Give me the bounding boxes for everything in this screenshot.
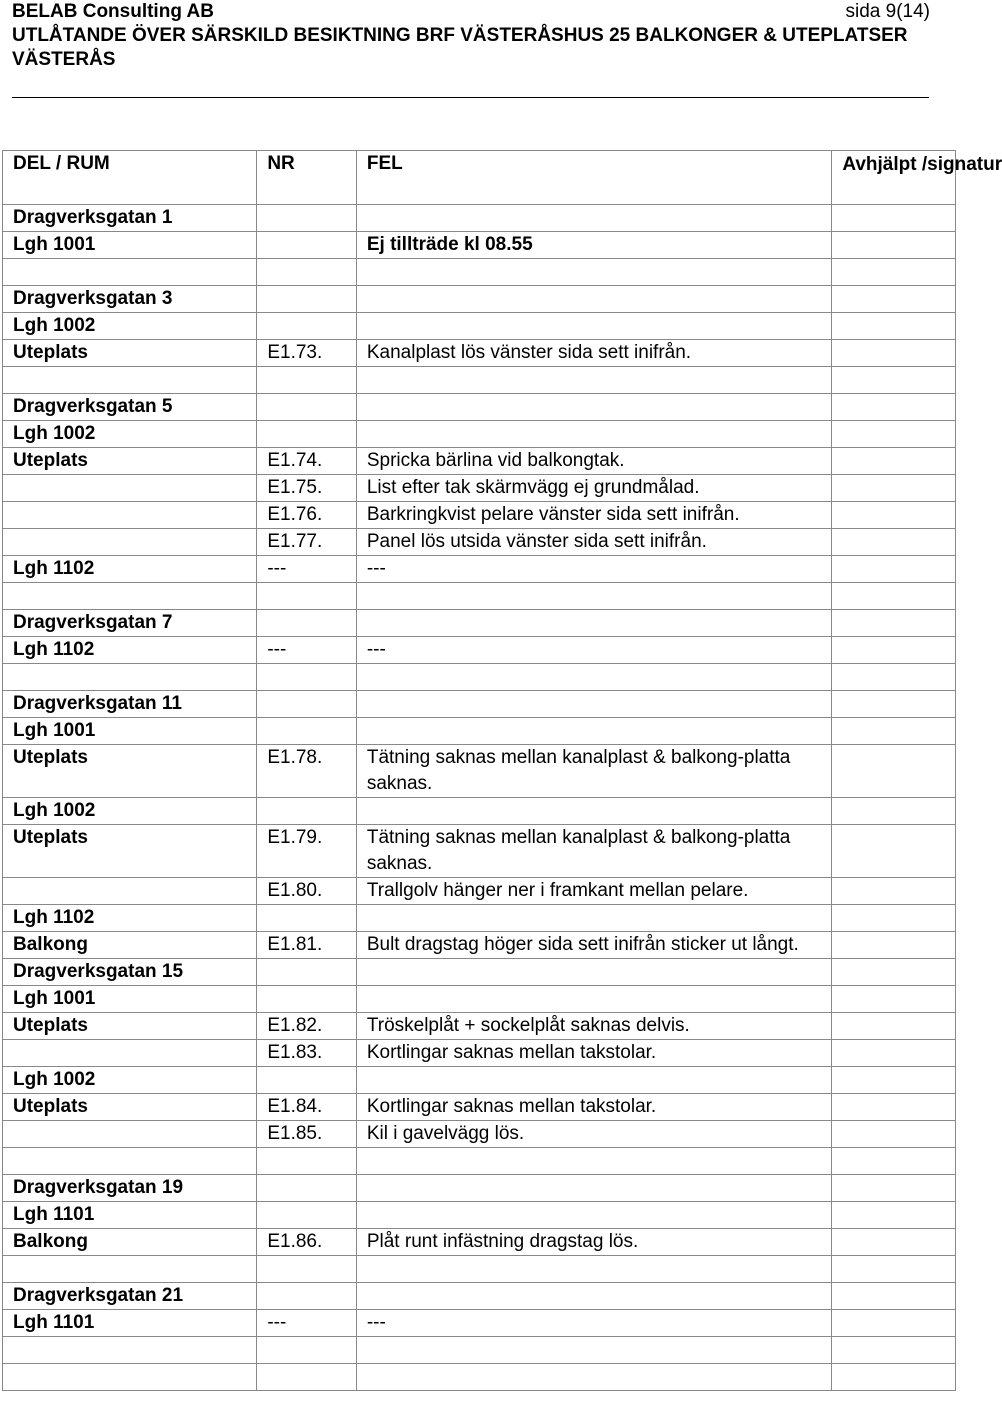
column-header-fel: FEL: [356, 151, 831, 205]
cell-avhjalpt: [832, 367, 956, 394]
table-row: [3, 1310, 956, 1337]
cell-fel: ---: [356, 637, 831, 664]
cell-fel: Kortlingar saknas mellan takstolar.: [356, 1040, 831, 1067]
cell-fel: [356, 664, 831, 691]
cell-fel: [356, 959, 831, 986]
cell-avhjalpt: [832, 1094, 956, 1121]
cell-avhjalpt: [832, 1175, 956, 1202]
defect-table: [2, 150, 1002, 1391]
cell-del-rum: Dragverksgatan 3: [3, 286, 257, 313]
cell-nr: [257, 691, 357, 718]
cell-nr: [257, 1364, 357, 1391]
cell-avhjalpt: [832, 1337, 956, 1364]
table-row: [3, 502, 956, 529]
cell-del-rum: Dragverksgatan 1: [3, 205, 257, 232]
cell-fel: [356, 1337, 831, 1364]
cell-del-rum: Dragverksgatan 7: [3, 610, 257, 637]
cell-del-rum: [3, 583, 257, 610]
cell-avhjalpt: [832, 394, 956, 421]
page-number: sida 9(14): [845, 1, 930, 22]
cell-del-rum: Lgh 1002: [3, 421, 257, 448]
table-row: [3, 1175, 956, 1202]
cell-avhjalpt: [832, 448, 956, 475]
cell-del-rum: Uteplats: [3, 1013, 257, 1040]
cell-nr: ---: [257, 1310, 357, 1337]
table-row: [3, 583, 956, 610]
cell-del-rum: Uteplats: [3, 1094, 257, 1121]
cell-nr: [257, 367, 357, 394]
cell-fel: Barkringkvist pelare vänster sida sett inifrån.: [356, 502, 831, 529]
cell-avhjalpt: [832, 340, 956, 367]
cell-avhjalpt: [832, 421, 956, 448]
cell-nr: ---: [257, 556, 357, 583]
cell-del-rum: [3, 475, 257, 502]
cell-del-rum: Uteplats: [3, 745, 257, 798]
cell-nr: [257, 1175, 357, 1202]
table-row: [3, 1202, 956, 1229]
cell-nr: [257, 205, 357, 232]
cell-avhjalpt: [832, 1148, 956, 1175]
cell-nr: E1.82.: [257, 1013, 357, 1040]
cell-avhjalpt: [832, 502, 956, 529]
cell-nr: [257, 286, 357, 313]
table-row: [3, 718, 956, 745]
cell-del-rum: [3, 367, 257, 394]
column-header-del-rum: DEL / RUM: [3, 151, 257, 205]
table-row: [3, 905, 956, 932]
cell-nr: [257, 313, 357, 340]
cell-nr: [257, 986, 357, 1013]
table-row: [3, 637, 956, 664]
table-row: [3, 394, 956, 421]
report-title: UTLÅTANDE ÖVER SÄRSKILD BESIKTNING BRF VÄSTERÅSHUS 25 BALKONGER & UTEPLATSER VÄSTERÅS: [12, 25, 908, 70]
cell-fel: [356, 1364, 831, 1391]
cell-nr: [257, 1148, 357, 1175]
table-row: [3, 340, 956, 367]
table-row: [3, 556, 956, 583]
cell-fel: Kil i gavelvägg lös.: [356, 1121, 831, 1148]
cell-del-rum: Lgh 1102: [3, 905, 257, 932]
table-row: [3, 1094, 956, 1121]
cell-nr: [257, 421, 357, 448]
cell-nr: [257, 1067, 357, 1094]
cell-fel: [356, 583, 831, 610]
table-row: [3, 959, 956, 986]
cell-nr: [257, 798, 357, 825]
cell-del-rum: Dragverksgatan 11: [3, 691, 257, 718]
cell-del-rum: Uteplats: [3, 340, 257, 367]
cell-avhjalpt: [832, 232, 956, 259]
cell-del-rum: [3, 1364, 257, 1391]
cell-fel: List efter tak skärmvägg ej grundmålad.: [356, 475, 831, 502]
cell-avhjalpt: [832, 475, 956, 502]
cell-avhjalpt: [832, 1067, 956, 1094]
cell-avhjalpt: [832, 878, 956, 905]
table-row: [3, 986, 956, 1013]
cell-avhjalpt: [832, 905, 956, 932]
table-row: [3, 286, 956, 313]
cell-fel: [356, 718, 831, 745]
cell-fel: Bult dragstag höger sida sett inifrån sticker ut långt.: [356, 932, 831, 959]
table-row: [3, 932, 956, 959]
cell-avhjalpt: [832, 1121, 956, 1148]
cell-avhjalpt: [832, 259, 956, 286]
cell-nr: E1.75.: [257, 475, 357, 502]
table-row: [3, 367, 956, 394]
cell-avhjalpt: [832, 1229, 956, 1256]
cell-nr: [257, 583, 357, 610]
cell-nr: E1.77.: [257, 529, 357, 556]
cell-nr: [257, 1256, 357, 1283]
cell-fel: Ej tillträde kl 08.55: [356, 232, 831, 259]
cell-avhjalpt: [832, 932, 956, 959]
cell-del-rum: Lgh 1101: [3, 1310, 257, 1337]
table-row: [3, 1067, 956, 1094]
table-row: [3, 259, 956, 286]
table-row: [3, 1121, 956, 1148]
cell-fel: Trallgolv hänger ner i framkant mellan pelare.: [356, 878, 831, 905]
table-row: [3, 745, 956, 798]
cell-del-rum: Lgh 1101: [3, 1202, 257, 1229]
cell-avhjalpt: [832, 610, 956, 637]
cell-nr: E1.84.: [257, 1094, 357, 1121]
cell-avhjalpt: [832, 1283, 956, 1310]
cell-del-rum: [3, 1040, 257, 1067]
cell-avhjalpt: [832, 664, 956, 691]
cell-del-rum: [3, 1337, 257, 1364]
cell-del-rum: Dragverksgatan 5: [3, 394, 257, 421]
table-row: [3, 448, 956, 475]
table-row: [3, 1148, 956, 1175]
cell-fel: ---: [356, 556, 831, 583]
cell-del-rum: [3, 502, 257, 529]
table-row: [3, 1364, 956, 1391]
cell-fel: [356, 691, 831, 718]
cell-nr: [257, 610, 357, 637]
cell-del-rum: Dragverksgatan 21: [3, 1283, 257, 1310]
table-row: [3, 878, 956, 905]
table-row: [3, 313, 956, 340]
cell-del-rum: Lgh 1102: [3, 637, 257, 664]
cell-nr: E1.85.: [257, 1121, 357, 1148]
cell-nr: [257, 1202, 357, 1229]
cell-del-rum: Lgh 1001: [3, 718, 257, 745]
cell-del-rum: [3, 1121, 257, 1148]
cell-fel: [356, 421, 831, 448]
table-row: [3, 205, 956, 232]
cell-nr: [257, 1283, 357, 1310]
cell-fel: [356, 286, 831, 313]
cell-del-rum: Lgh 1001: [3, 232, 257, 259]
cell-fel: Tätning saknas mellan kanalplast & balkong-platta saknas.: [356, 745, 831, 798]
cell-avhjalpt: [832, 637, 956, 664]
cell-avhjalpt: [832, 1202, 956, 1229]
cell-fel: Plåt runt infästning dragstag lös.: [356, 1229, 831, 1256]
table-row: [3, 475, 956, 502]
cell-avhjalpt: [832, 286, 956, 313]
cell-fel: [356, 367, 831, 394]
cell-nr: [257, 959, 357, 986]
table-row: [3, 1040, 956, 1067]
cell-nr: E1.86.: [257, 1229, 357, 1256]
cell-avhjalpt: [832, 959, 956, 986]
cell-del-rum: Lgh 1002: [3, 313, 257, 340]
cell-fel: [356, 1202, 831, 1229]
cell-del-rum: Balkong: [3, 932, 257, 959]
cell-del-rum: Lgh 1002: [3, 1067, 257, 1094]
company-name: BELAB Consulting AB: [12, 1, 214, 22]
cell-del-rum: Balkong: [3, 1229, 257, 1256]
cell-avhjalpt: [832, 529, 956, 556]
cell-nr: E1.83.: [257, 1040, 357, 1067]
cell-fel: [356, 205, 831, 232]
cell-del-rum: Lgh 1001: [3, 986, 257, 1013]
cell-fel: [356, 905, 831, 932]
table-row: [3, 798, 956, 825]
cell-fel: [356, 986, 831, 1013]
cell-nr: [257, 718, 357, 745]
cell-del-rum: Uteplats: [3, 825, 257, 878]
cell-fel: [356, 1283, 831, 1310]
table-row: [3, 1013, 956, 1040]
cell-nr: E1.81.: [257, 932, 357, 959]
table-header-row: [3, 151, 956, 205]
cell-fel: Kortlingar saknas mellan takstolar.: [356, 1094, 831, 1121]
cell-fel: [356, 313, 831, 340]
cell-del-rum: Dragverksgatan 19: [3, 1175, 257, 1202]
cell-del-rum: Uteplats: [3, 448, 257, 475]
cell-fel: ---: [356, 1310, 831, 1337]
cell-nr: E1.79.: [257, 825, 357, 878]
table-row: [3, 421, 956, 448]
table-row: [3, 691, 956, 718]
cell-avhjalpt: [832, 798, 956, 825]
cell-nr: E1.80.: [257, 878, 357, 905]
cell-avhjalpt: [832, 745, 956, 798]
cell-avhjalpt: [832, 718, 956, 745]
table-row: [3, 664, 956, 691]
cell-nr: [257, 259, 357, 286]
cell-del-rum: [3, 878, 257, 905]
table-row: [3, 1337, 956, 1364]
cell-fel: Tätning saknas mellan kanalplast & balkong-platta saknas.: [356, 825, 831, 878]
cell-nr: E1.76.: [257, 502, 357, 529]
cell-fel: [356, 1256, 831, 1283]
cell-del-rum: [3, 259, 257, 286]
cell-fel: Kanalplast lös vänster sida sett inifrån.: [356, 340, 831, 367]
cell-avhjalpt: [832, 1256, 956, 1283]
cell-fel: [356, 1067, 831, 1094]
table-row: [3, 1283, 956, 1310]
cell-fel: [356, 610, 831, 637]
cell-avhjalpt: [832, 691, 956, 718]
cell-fel: [356, 259, 831, 286]
table-row: [3, 825, 956, 878]
cell-avhjalpt: [832, 825, 956, 878]
cell-fel: [356, 394, 831, 421]
cell-nr: E1.73.: [257, 340, 357, 367]
cell-del-rum: [3, 664, 257, 691]
table-row: [3, 529, 956, 556]
table-row: [3, 232, 956, 259]
cell-del-rum: [3, 1148, 257, 1175]
cell-nr: E1.78.: [257, 745, 357, 798]
cell-fel: [356, 1175, 831, 1202]
cell-nr: [257, 905, 357, 932]
cell-fel: Tröskelplåt + sockelplåt saknas delvis.: [356, 1013, 831, 1040]
cell-fel: [356, 1148, 831, 1175]
cell-nr: E1.74.: [257, 448, 357, 475]
cell-nr: [257, 232, 357, 259]
cell-del-rum: Dragverksgatan 15: [3, 959, 257, 986]
cell-fel: [356, 798, 831, 825]
cell-del-rum: Lgh 1002: [3, 798, 257, 825]
table-row: [3, 1256, 956, 1283]
cell-del-rum: Lgh 1102: [3, 556, 257, 583]
header-divider: [12, 97, 929, 98]
cell-avhjalpt: [832, 1310, 956, 1337]
cell-nr: [257, 1337, 357, 1364]
column-header-avhjalpt: Avhjälpt /signatur: [832, 151, 956, 205]
cell-avhjalpt: [832, 556, 956, 583]
column-header-nr: NR: [257, 151, 357, 205]
cell-avhjalpt: [832, 205, 956, 232]
cell-avhjalpt: [832, 313, 956, 340]
cell-avhjalpt: [832, 1013, 956, 1040]
cell-nr: [257, 664, 357, 691]
cell-del-rum: [3, 1256, 257, 1283]
cell-nr: ---: [257, 637, 357, 664]
cell-avhjalpt: [832, 1364, 956, 1391]
cell-fel: Spricka bärlina vid balkongtak.: [356, 448, 831, 475]
cell-fel: Panel lös utsida vänster sida sett inifrån.: [356, 529, 831, 556]
cell-avhjalpt: [832, 986, 956, 1013]
cell-avhjalpt: [832, 1040, 956, 1067]
table-row: [3, 1229, 956, 1256]
table-row: [3, 610, 956, 637]
cell-del-rum: [3, 529, 257, 556]
cell-nr: [257, 394, 357, 421]
cell-avhjalpt: [832, 583, 956, 610]
